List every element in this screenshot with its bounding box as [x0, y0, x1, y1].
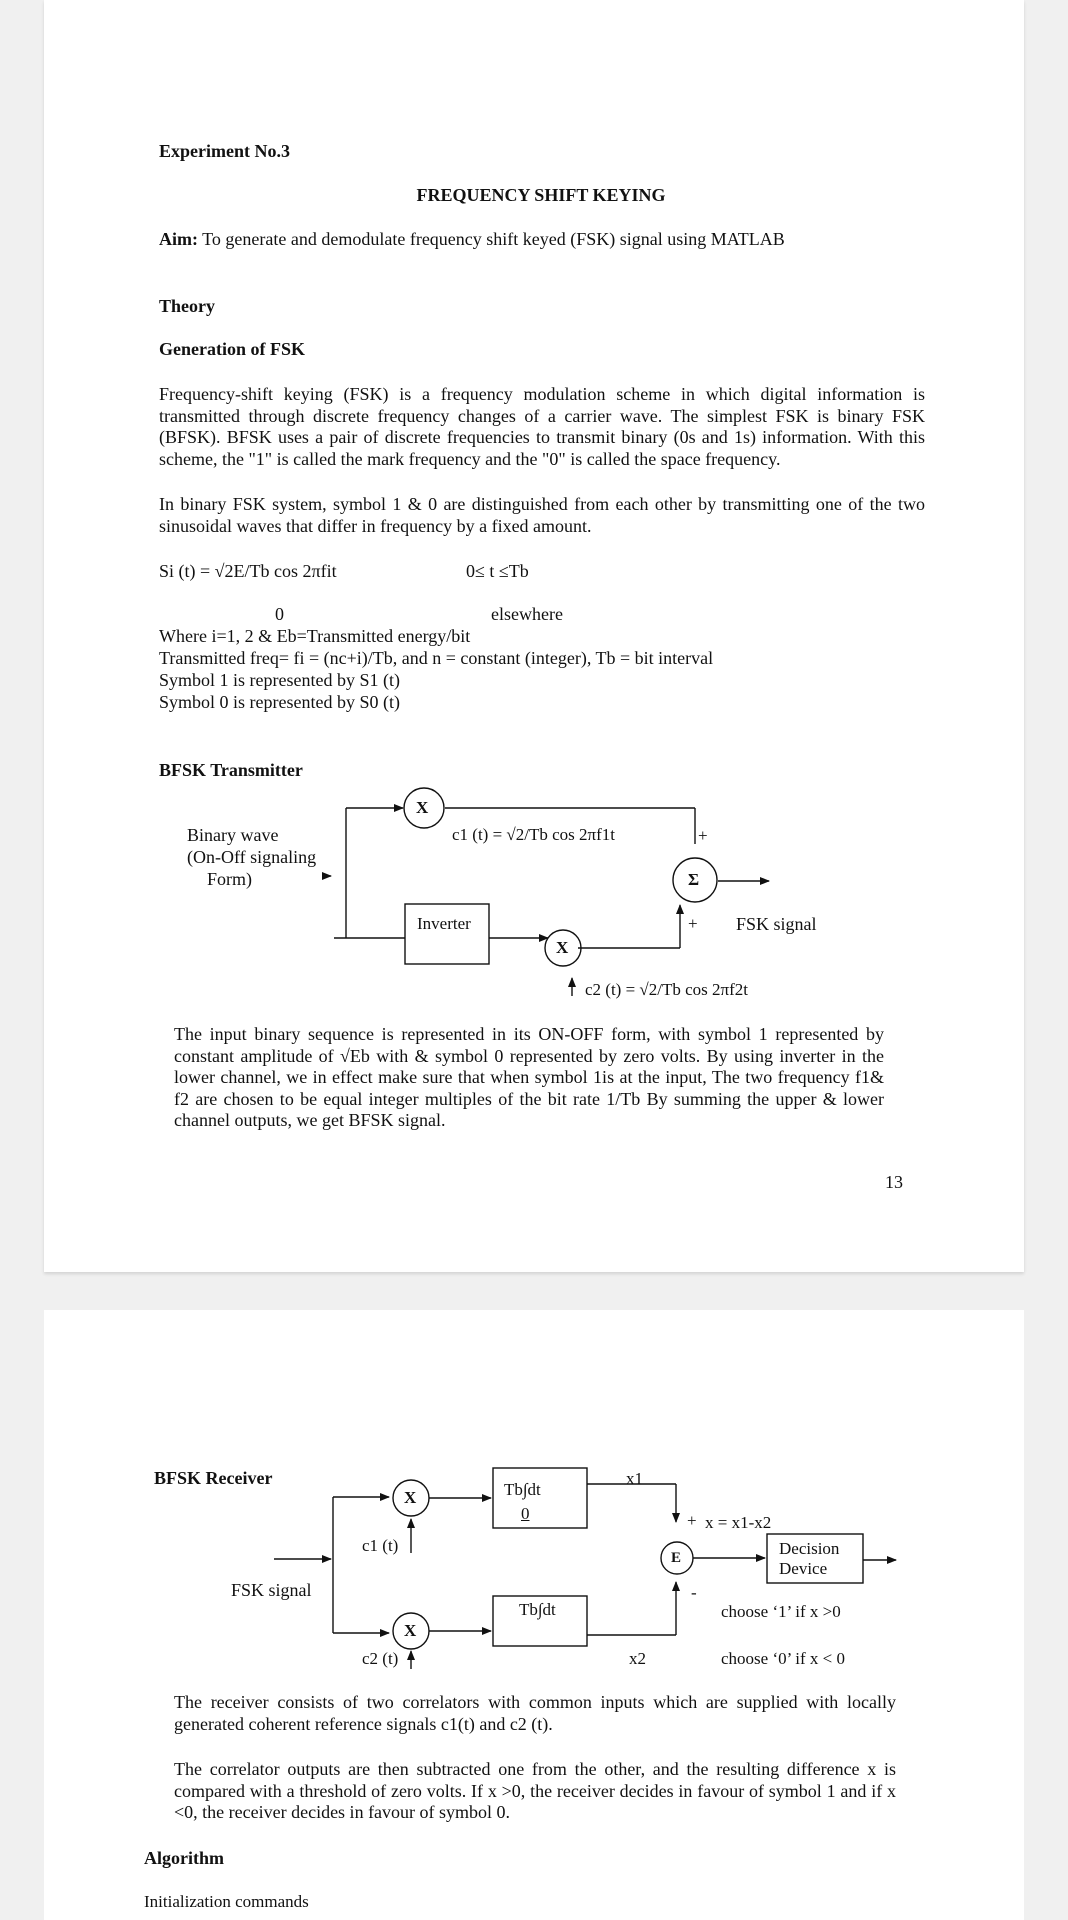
choose-1-label: choose ‘1’ if x >0	[721, 1602, 841, 1621]
rx-upper-multiplier-label: X	[404, 1488, 417, 1507]
c2-carrier-label: c2 (t) = √2/Tb cos 2πf2t	[585, 980, 748, 999]
aim-label: Aim:	[159, 229, 198, 249]
c1-label: c1 (t)	[362, 1536, 399, 1555]
difference-equation: x = x1-x2	[705, 1513, 772, 1532]
decision-label-line2: Device	[779, 1559, 828, 1578]
where-line: Where i=1, 2 & Eb=Transmitted energy/bit	[159, 626, 471, 646]
minus-label: -	[691, 1583, 697, 1602]
transmitter-heading: BFSK Transmitter	[159, 760, 303, 780]
page-number: 13	[885, 1172, 903, 1192]
theory-heading: Theory	[159, 296, 215, 316]
lower-multiplier-label: X	[556, 938, 569, 957]
plus-label: +	[687, 1511, 697, 1530]
initialization-commands: Initialization commands	[144, 1892, 309, 1911]
decision-label-line1: Decision	[779, 1539, 840, 1558]
form-label: Form)	[207, 869, 252, 889]
transmitter-description: The input binary sequence is represented in its ON-OFF form, with symbol 1 represented by constant amplitude of √Eb with & symbol 0 represented by zero volts. By using inverter in the lower channel, we in effect make sure that when symbol 1is at the input, The two frequency f1& f2 are chosen to be equal integer multiples of the bit rate 1/Tb By summing the upper & lower channel outputs, we get BFSK signal.	[174, 1024, 884, 1130]
receiver-description: The receiver consists of two correlators with common inputs which are supplied with locally generated coherent reference signals c1(t) and c2 (t).	[174, 1692, 896, 1734]
frequency-line: Transmitted freq= fi = (nc+i)/Tb, and n = constant (integer), Tb = bit interval	[159, 648, 714, 668]
document-page-1	[44, 0, 1024, 1272]
plus-top-label: +	[698, 826, 708, 845]
symbol-1-line: Symbol 1 is represented by S1 (t)	[159, 670, 400, 690]
fsk-signal-label: FSK signal	[736, 914, 817, 934]
experiment-number: Experiment No.3	[159, 141, 290, 161]
algorithm-heading: Algorithm	[144, 1848, 224, 1868]
upper-multiplier-label: X	[416, 798, 429, 817]
equation-si: Si (t) = √2E/Tb cos 2πfit	[159, 561, 337, 581]
correlator-description: The correlator outputs are then subtracted one from the other, and the resulting difference x is compared with a threshold of zero volts. If x >0, the receiver decides in favour of symbol 1 and if x <0, the receiver decides in favour of symbol 0.	[174, 1759, 896, 1822]
fsk-intro-paragraph: Frequency-shift keying (FSK) is a frequency modulation scheme in which digital information is transmitted through discrete frequency changes of a carrier wave. The simplest FSK is binary FSK (BFSK). BFSK uses a pair of discrete frequencies to transmit binary (0s and 1s) information. With this scheme, the "1" is called the mark frequency and the "0" is called the space frequency.	[159, 384, 925, 469]
c2-label: c2 (t)	[362, 1649, 399, 1668]
document-page-2	[44, 1310, 1024, 1920]
equation-zero: 0	[275, 604, 284, 624]
page-title: FREQUENCY SHIFT KEYING	[416, 185, 666, 205]
receiver-heading: BFSK Receiver	[154, 1468, 273, 1488]
inverter-label: Inverter	[417, 914, 471, 933]
aim-text: To generate and demodulate frequency shift keyed (FSK) signal using MATLAB	[198, 229, 785, 249]
choose-0-label: choose ‘0’ if x < 0	[721, 1649, 845, 1668]
rx-lower-multiplier-label: X	[404, 1621, 417, 1640]
upper-integrator-lower-limit: 0	[521, 1504, 530, 1523]
binary-fsk-paragraph: In binary FSK system, symbol 1 & 0 are distinguished from each other by transmitting one of the two sinusoidal waves that differ in frequency by a fixed amount.	[159, 494, 925, 536]
x2-label: x2	[629, 1649, 646, 1668]
c1-carrier-label: c1 (t) = √2/Tb cos 2πf1t	[452, 825, 615, 844]
binary-wave-label: Binary wave	[187, 825, 279, 845]
inverter-box	[405, 904, 489, 964]
equation-elsewhere: elsewhere	[491, 604, 563, 624]
lower-integrator-label: Tb∫dt	[519, 1600, 556, 1619]
generation-heading: Generation of FSK	[159, 339, 305, 359]
upper-integrator-label: Tb∫dt	[504, 1480, 541, 1499]
rx-fsk-signal-label: FSK signal	[231, 1580, 312, 1600]
equation-range: 0≤ t ≤Tb	[466, 561, 529, 581]
sum-symbol: Σ	[688, 870, 700, 889]
plus-bottom-label: +	[688, 914, 698, 933]
symbol-0-line: Symbol 0 is represented by S0 (t)	[159, 692, 400, 712]
x1-label: x1	[626, 1469, 643, 1488]
subtractor-label: E	[671, 1550, 682, 1566]
on-off-label: (On-Off signaling	[187, 847, 317, 867]
